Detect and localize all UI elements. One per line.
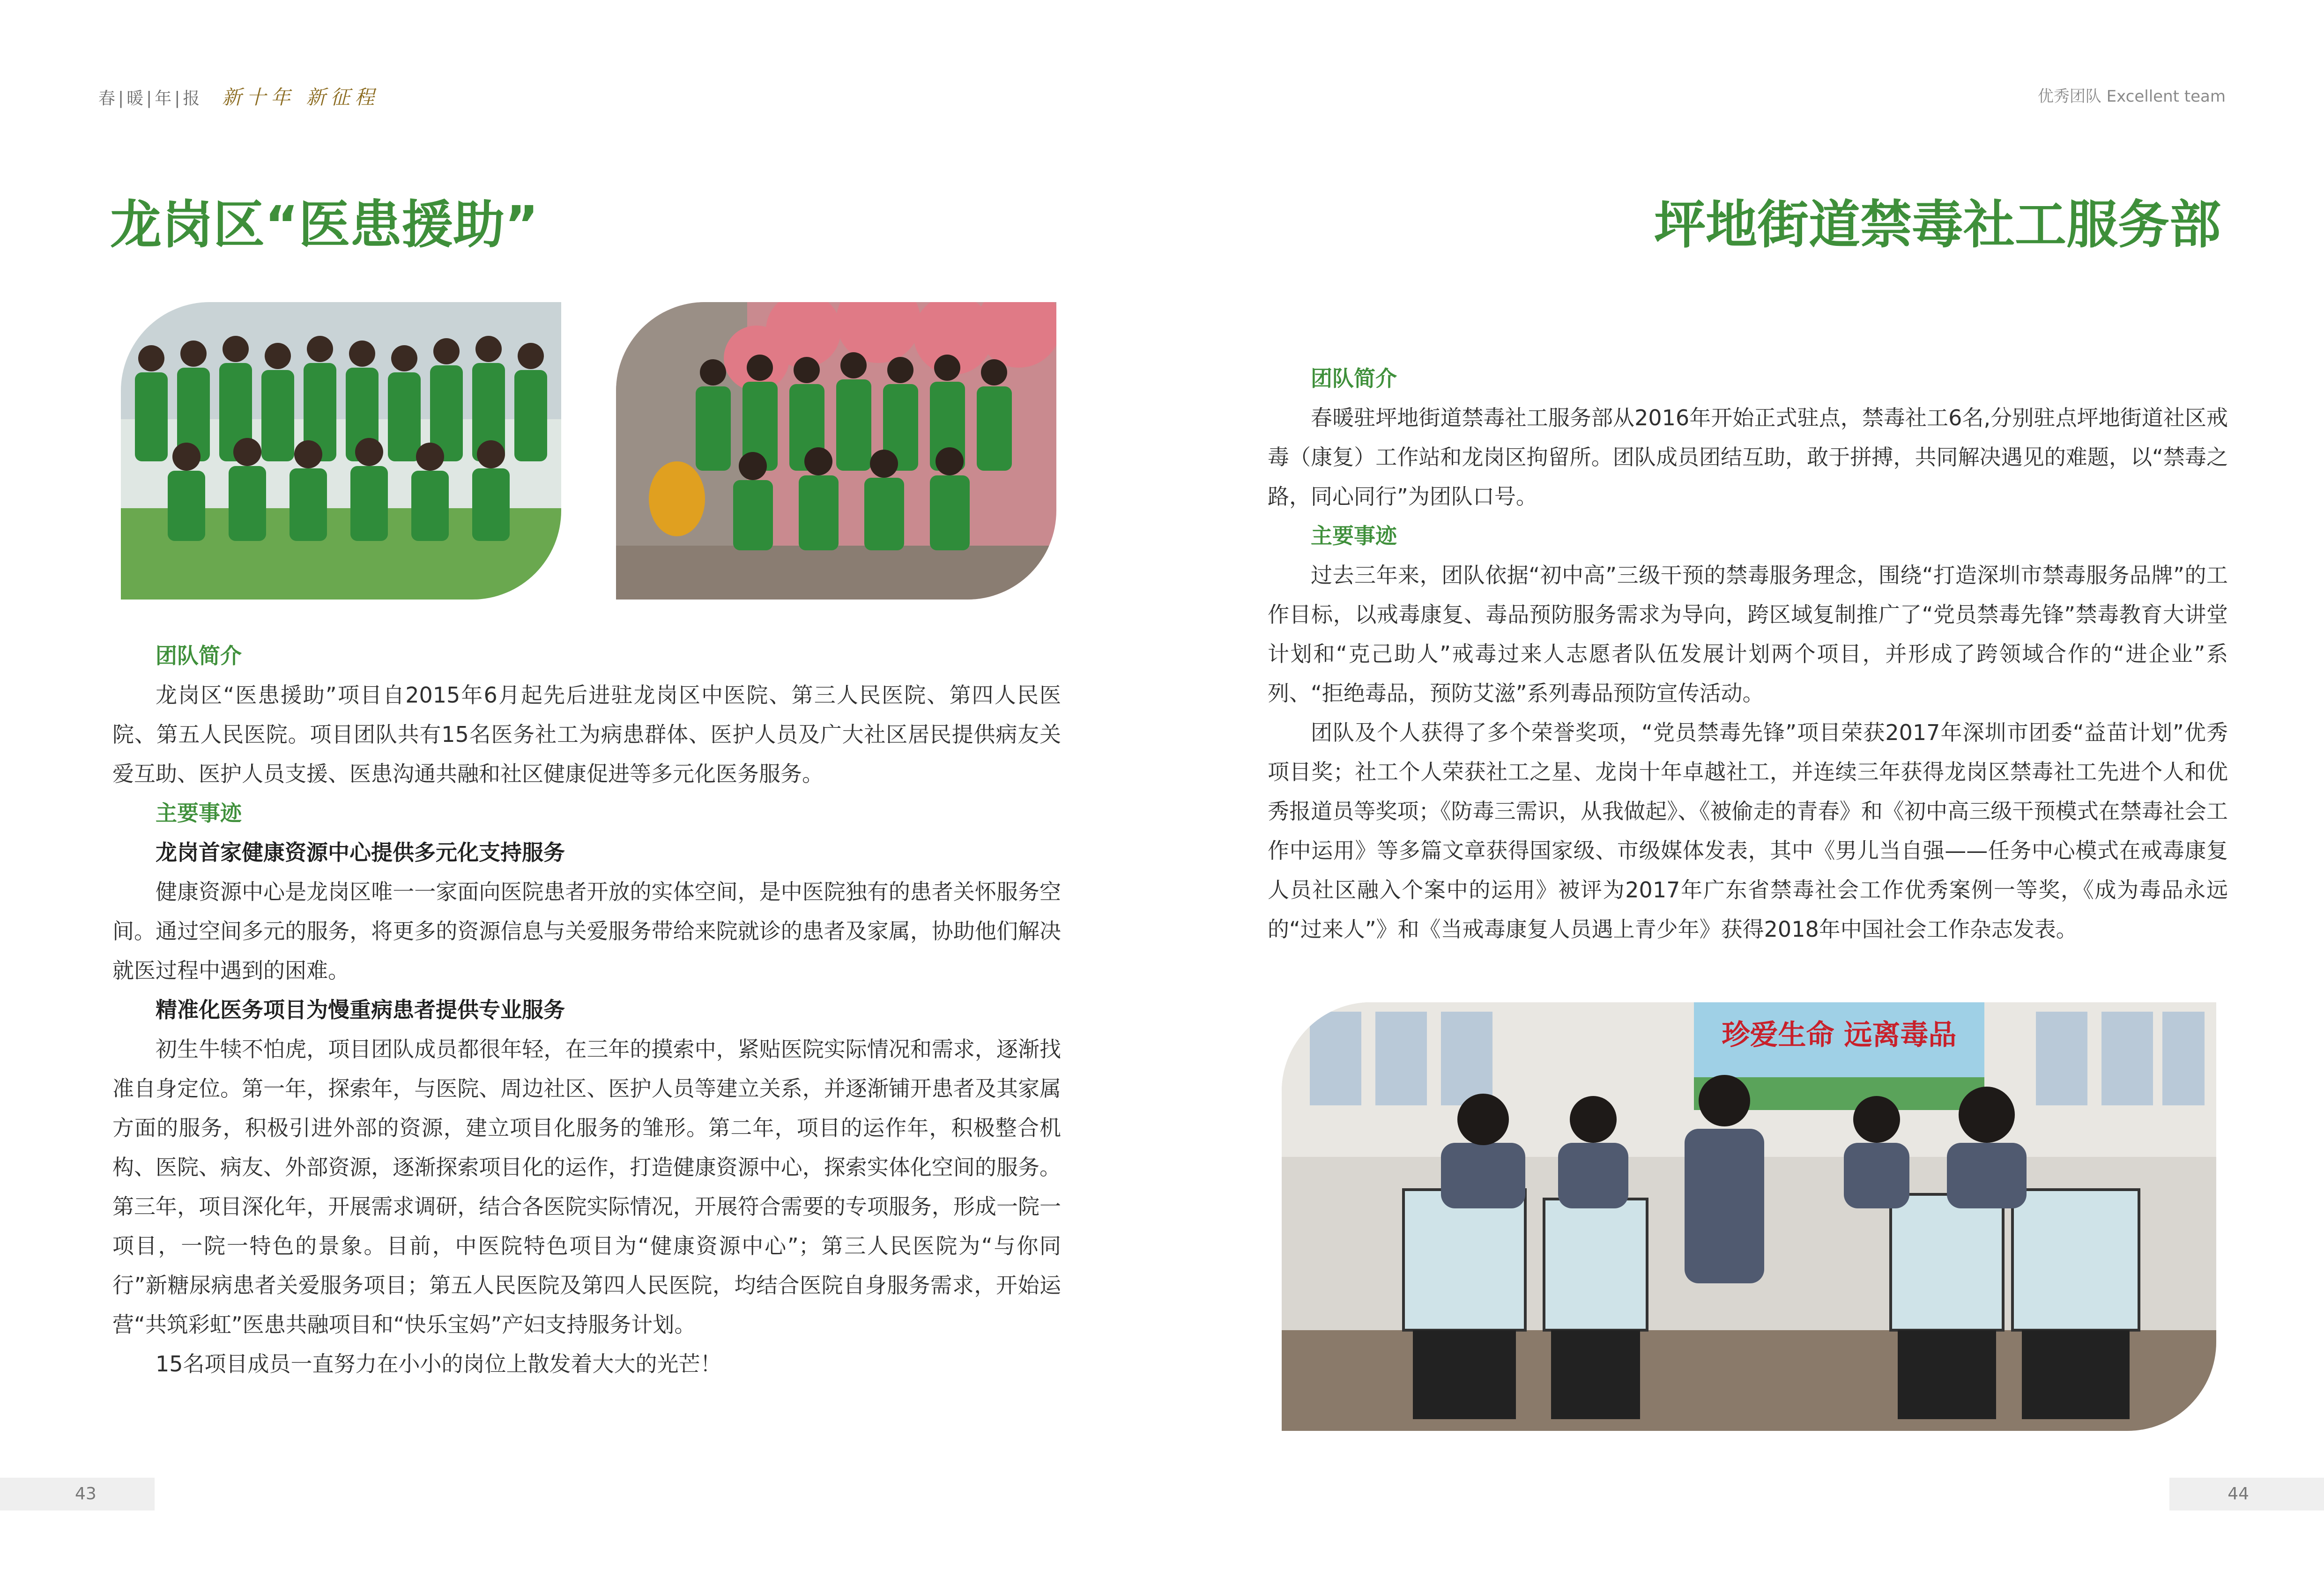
banner-text: 珍爱生命 远离毒品	[1722, 1019, 1957, 1051]
group-photo-icon	[616, 302, 1056, 600]
team-intro-heading: 团队简介	[156, 643, 242, 668]
page-title: 龙岗区“医患援助”	[110, 195, 539, 255]
team-intro-text: 春暖驻坪地街道禁毒社工服务部从2016年开始正式驻点，禁毒社工6名,分别驻点坪地街道社区戒毒（康复）工作站和龙岗区拘留所。团队成员团结互助，敢于拼搏，共同解决遇见的难题，以“禁毒之路，同心同行”为团队口号。	[1268, 405, 2228, 509]
page-number: 43	[0, 1478, 155, 1510]
deed-2-heading: 精准化医务项目为慢重病患者提供专业服务	[156, 997, 565, 1022]
main-deeds-heading: 主要事迹	[156, 800, 242, 826]
team-photo-2	[616, 302, 1056, 600]
running-header	[98, 82, 379, 110]
running-header: 优秀团队 Excellent team	[2037, 87, 2226, 106]
team-photo-1	[121, 302, 561, 600]
team-intro-heading: 团队简介	[1311, 366, 1397, 391]
group-photo-icon	[121, 302, 561, 600]
deed-1-text: 过去三年来，团队依据“初中高”三级干预的禁毒服务理念，围绕“打造深圳市禁毒服务品牌”的工作目标，以戒毒康复、毒品预防服务需求为导向，跨区域复制推广了“党员禁毒先锋”禁毒教育大讲堂计划和“克己助人”戒毒过来人志愿者队伍发展计划两个项目，并形成了跨领域合作的“进企业”系列、“拒绝毒品，预防艾滋”系列毒品预防宣传活动。	[1268, 563, 2228, 706]
group-photo-icon	[1282, 1002, 2216, 1431]
team-intro-text: 龙岗区“医患援助”项目自2015年6月起先后进驻龙岗区中医院、第三人民医院、第四人民医院、第五人民医院。项目团队共有15名医务社工为病患群体、医护人员及广大社区居民提供病友关爱互助、医护人员支援、医患沟通共融和社区健康促进等多元化医务服务。	[112, 682, 1061, 786]
team-photo-3	[1282, 1002, 2216, 1431]
right-article	[1268, 359, 2228, 949]
deed-2-text: 初生牛犊不怕虎，项目团队成员都很年轻，在三年的摸索中，紧贴医院实际情况和需求，逐渐找准自身定位。第一年，探索年，与医院、周边社区、医护人员等建立关系，并逐渐铺开患者及其家属方面的服务，积极引进外部的资源，建立项目化服务的雏形。第二年，项目的运作年，积极整合机构、医院、病友、外部资源，逐渐探索项目化的运作，打造健康资源中心，探索实体化空间的服务。第三年，项目深化年，开展需求调研，结合各医院实际情况，开展符合需要的专项服务，形成一院一项目，一院一特色的景象。目前，中医院特色项目为“健康资源中心”；第三人民医院为“与你同行”新糖尿病患者关爱服务项目；第五人民医院及第四人民医院，均结合医院自身服务需求，开始运营“共筑彩虹”医患共融项目和“快乐宝妈”产妇支持服务计划。	[112, 1037, 1061, 1337]
right-page	[1162, 0, 2324, 1577]
deed-2-text: 团队及个人获得了多个荣誉奖项，“党员禁毒先锋”项目荣获2017年深圳市团委“益苗计划”优秀项目奖；社工个人荣获社工之星、龙岗十年卓越社工，并连续三年获得龙岗区禁毒社工先进个人和优秀报道员等奖项；《防毒三需识，从我做起》、《被偷走的青春》和《初中高三级干预模式在禁毒社会工作中运用》等多篇文章获得国家级、市级媒体发表，其中《男儿当自强——任务中心模式在戒毒康复人员社区融入个案中的运用》被评为2017年广东省禁毒社会工作优秀案例一等奖，《成为毒品永远的“过来人”》和《当戒毒康复人员遇上青少年》获得2018年中国社会工作杂志发表。	[1268, 720, 2228, 942]
left-article	[112, 636, 1061, 1384]
page-number: 44	[2169, 1478, 2324, 1510]
deed-1-text: 健康资源中心是龙岗区唯一一家面向医院患者开放的实体空间，是中医院独有的患者关怀服务空间。通过空间多元的服务，将更多的资源信息与关爱服务带给来院就诊的患者及家属，协助他们解决就医过程中遇到的困难。	[112, 879, 1061, 983]
page-title: 坪地街道禁毒社工服务部	[1654, 195, 2221, 255]
deed-1-heading: 龙岗首家健康资源中心提供多元化支持服务	[156, 840, 565, 865]
closing-text: 15名项目成员一直努力在小小的岗位上散发着大大的光芒！	[156, 1351, 722, 1377]
main-deeds-heading: 主要事迹	[1311, 523, 1397, 548]
slogan-text: 新十年 新征程	[222, 86, 379, 109]
brand-text: 春|暖|年|报	[98, 89, 203, 108]
